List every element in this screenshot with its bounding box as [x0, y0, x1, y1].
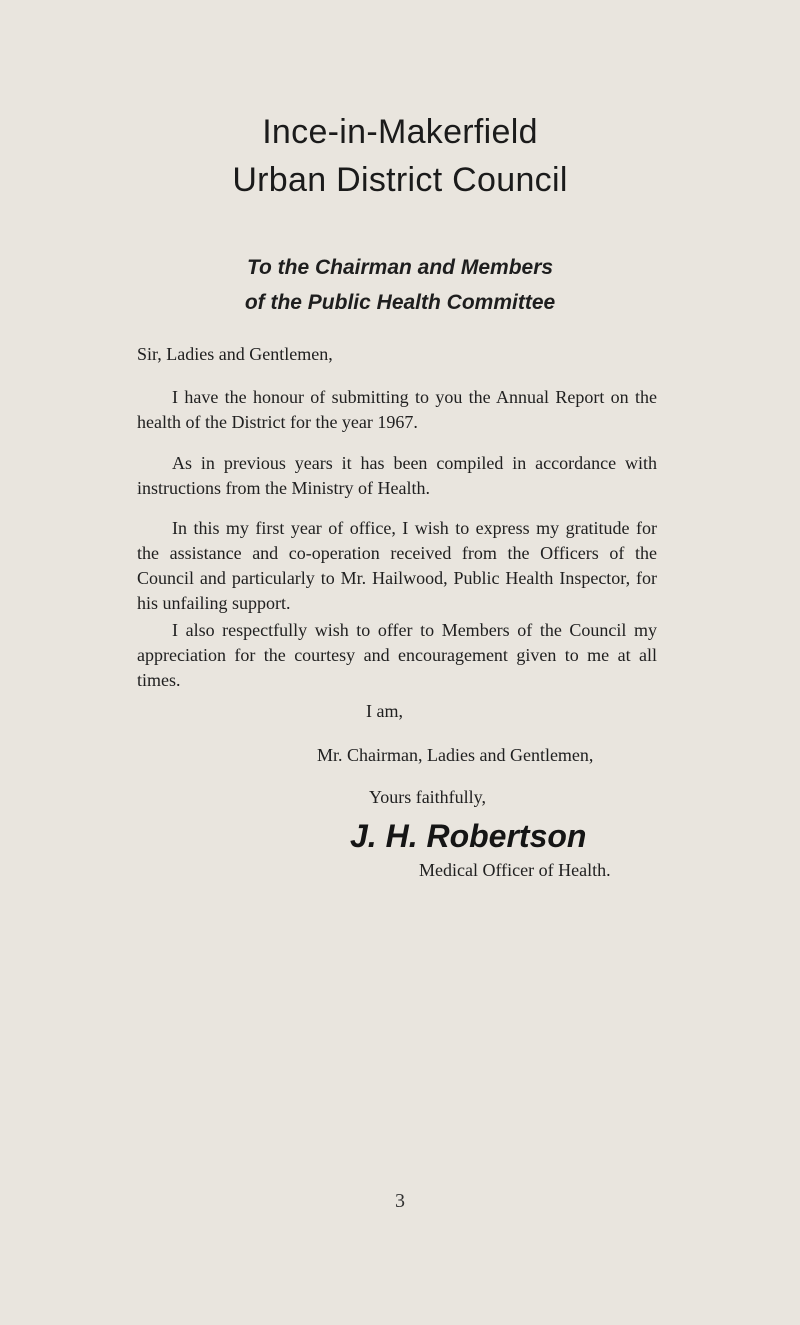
signer-title: Medical Officer of Health. — [419, 860, 611, 880]
closing-address: Mr. Chairman, Ladies and Gentlemen, — [317, 745, 594, 765]
paragraph-appreciation: I also respectfully wish to offer to Members of the Council my appreciation for the courtesy and encouragement given to me at all times. — [137, 620, 657, 690]
closing-i-am: I am, — [366, 701, 403, 721]
addressee-line-1: To the Chairman and Members — [246, 256, 554, 279]
addressee-line-2: of the Public Health Committee — [244, 291, 556, 314]
page-number: 3 — [395, 1190, 405, 1212]
council-name-line-1: Ince-in-Makerfield — [262, 113, 538, 151]
signature: J. H. Robertson — [350, 818, 587, 854]
salutation: Sir, Ladies and Gentlemen, — [137, 344, 333, 364]
paragraph-annual-report: I have the honour of submitting to you the Annual Report on the health of the District for the year 1967. — [137, 387, 657, 432]
paragraph-gratitude: In this my first year of office, I wish to express my gratitude for the assistance and co-operation received from the Officers of the Council and particularly to Mr. Hailwood, Public Health Inspector, for his unfailing support. — [137, 518, 657, 613]
council-name-line-2: Urban District Council — [232, 161, 568, 199]
closing-yours-faithfully: Yours faithfully, — [369, 787, 487, 807]
paragraph-compiled: As in previous years it has been compiled in accordance with instructions from the Ministry of Health. — [137, 453, 657, 498]
